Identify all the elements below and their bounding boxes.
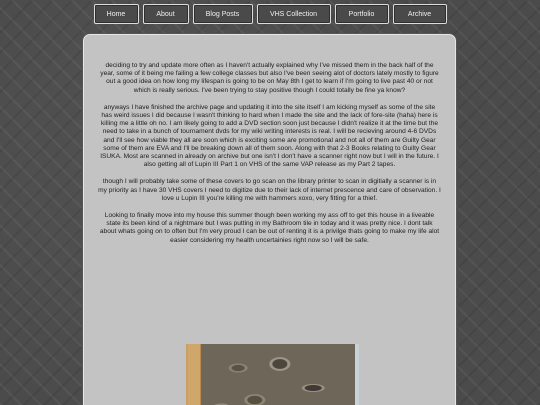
blog-post-body bbox=[98, 62, 441, 254]
nav-blog-posts-button[interactable]: Blog Posts bbox=[193, 4, 253, 24]
nav-about-button[interactable]: About bbox=[143, 4, 189, 24]
post-paragraph-2: anyways I have finished the archive page and updating it into the site itself I am kicking myself as some of the site has weird issues I did because I wasn't thinking to hard when I made the site and the lack of fore-site (haha) here is killing me a little oh no. I am likely going to add a DVD section soon just because I didn't realize it at the time but the need to take in a bunch of tournament dvds for my wiki writing interests is real. I will be recieving around 4-6 DVDs and I'll see how viable they all are soon which is exciting some are promotional and not all of them are Guilty Gear some of them are EVA and I'll be breaking down all of them soon. Along with that 2-3 Books relating to Guilty Gear ISUKA. Most are scanned in already on archive but one isn't I don't have a scanner right now but I will in the future. I also getting all of Lupin III Part 1 on VHS of the same VAP release as my Part 2 tapes. bbox=[100, 103, 439, 169]
nav-home-button[interactable]: Home bbox=[94, 4, 139, 24]
nav-vhs-collection-button[interactable]: VHS Collection bbox=[257, 4, 331, 24]
photo-wall-edge bbox=[355, 344, 359, 405]
bathroom-tile-photo bbox=[186, 344, 355, 405]
post-paragraph-3: though I will probably take some of these covers to go scan on the library printer to scan in digitially a scanner is in my priority as I have 30 VHS covers I need to digitize due to their lack of internet prescence and care of observation. I love u Lupin III you're killing me with hammers xoxo, very fitting for a thief. bbox=[98, 178, 441, 202]
post-paragraph-1: deciding to try and update more often as I haven't actually explained why I've missed them in the back half of the year, some of it being me failing a few college classes but also I've been seeing alot of doctors lately mostly to figure out a good idea on how long my lifespan is going to be on May 8th I get to learn if I'm going to live past 40 or not which is really serious. I've been trying to stay positive though I could totally be fine ya know? bbox=[100, 62, 439, 94]
nav-portfolio-button[interactable]: Portfolio bbox=[335, 4, 389, 24]
nav-archive-button[interactable]: Archive bbox=[393, 4, 447, 24]
blog-post-panel bbox=[83, 34, 456, 405]
main-nav bbox=[0, 4, 540, 24]
post-paragraph-4: Looking to finally move into my house this summer though been working my ass off to get this house in a liveable state its been kind of a nightmare but I was putting in my Bathroom tile in today and it was pretty nice. I dont talk about whats going on to often but I'm very proud I can be out of renting it is a privilge thats going to make my life alot easier considering my health uncertainies right now so I will be safe. bbox=[99, 212, 440, 244]
